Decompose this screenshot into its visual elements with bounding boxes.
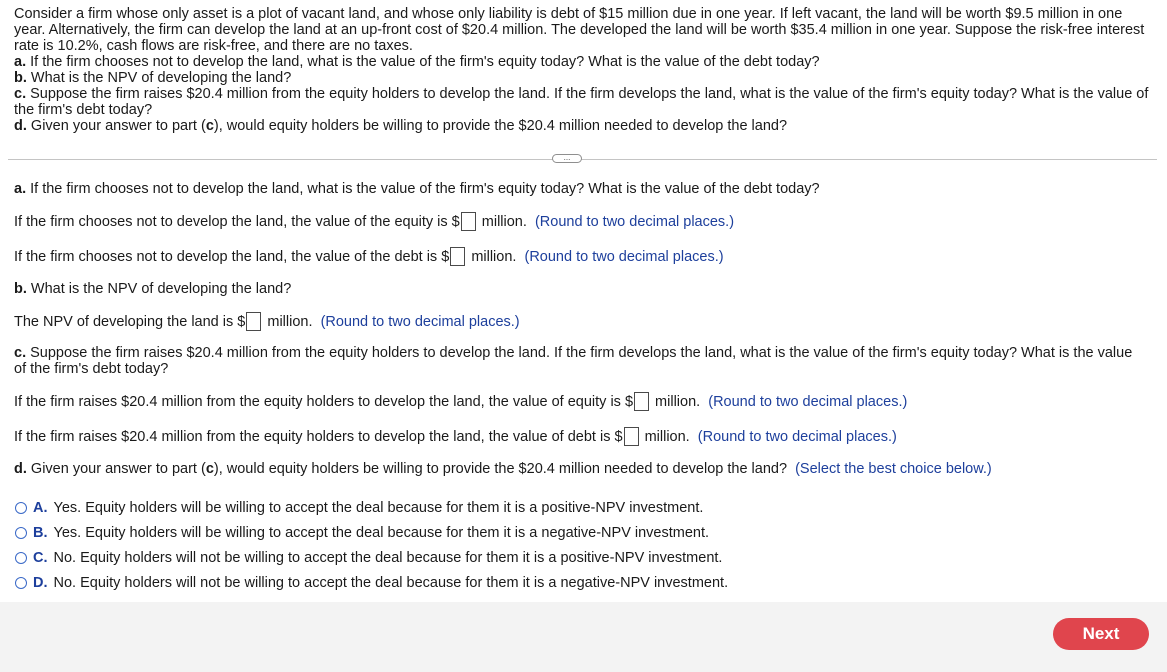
radio-button-icon[interactable] bbox=[15, 527, 27, 539]
part-a-heading: a. If the firm chooses not to develop the land, what is the value of the firm's equity today? What is the value of the debt today? bbox=[14, 181, 820, 197]
debt-value-input-c[interactable] bbox=[624, 427, 639, 446]
part-b-heading: b. What is the NPV of developing the land? bbox=[14, 281, 292, 297]
choice-b[interactable]: B. Yes. Equity holders will be willing to accept the deal because for them it is a negative-NPV investment. bbox=[15, 524, 709, 542]
question-prompt bbox=[14, 6, 1154, 134]
part-c-heading: c. Suppose the firm raises $20.4 million from the equity holders to develop the land. If the firm develops the land, what is the value of the firm's equity today? What is the value of the firm's debt today? bbox=[14, 345, 1133, 377]
equity-value-input-a[interactable] bbox=[461, 212, 476, 231]
prompt-part-d: d. Given your answer to part (c), would equity holders be willing to provide the $20.4 million needed to develop the land? bbox=[14, 118, 788, 134]
prompt-part-b: b. What is the NPV of developing the land? bbox=[14, 70, 292, 86]
prompt-part-c: c. Suppose the firm raises $20.4 million from the equity holders to develop the land. If the firm develops the land, what is the value of the firm's equity today? What is the value of the firm's debt today? bbox=[14, 86, 1149, 118]
part-b-npv-row: The NPV of developing the land is $ million. (Round to two decimal places.) bbox=[14, 314, 520, 330]
radio-button-icon[interactable] bbox=[15, 552, 27, 564]
prompt-intro: Consider a firm whose only asset is a plot of vacant land, and whose only liability is debt of $15 million due in one year. If left vacant, the land will be worth $9.5 million in one year. Alternatively, the firm can develop the land at an up-front cost of $20.4 million. The developed the land will be worth $35.4 million in one year. Suppose the risk-free interest rate is 10.2%, cash flows are risk-free, and there are no taxes. bbox=[14, 6, 1145, 54]
choice-c[interactable]: C. No. Equity holders will not be willing to accept the deal because for them it is a positive-NPV investment. bbox=[15, 549, 722, 567]
part-a-equity-row: If the firm chooses not to develop the land, the value of the equity is $ million. (Round to two decimal places.) bbox=[14, 214, 735, 230]
part-d-heading: d. Given your answer to part (c), would equity holders be willing to provide the $20.4 million needed to develop the land? (Select the best choice below.) bbox=[14, 461, 992, 477]
debt-value-input-a[interactable] bbox=[450, 247, 465, 266]
prompt-part-a: a. If the firm chooses not to develop the land, what is the value of the firm's equity today? What is the value of the debt today? bbox=[14, 54, 820, 70]
part-c-debt-row: If the firm raises $20.4 million from the equity holders to develop the land, the value of debt is $ million. (Round to two decimal places.) bbox=[14, 429, 897, 445]
radio-button-icon[interactable] bbox=[15, 502, 27, 514]
next-button[interactable]: Next bbox=[1053, 618, 1149, 650]
part-c-equity-row: If the firm raises $20.4 million from the equity holders to develop the land, the value of equity is $ million. (Round to two decimal places.) bbox=[14, 394, 908, 410]
npv-input-b[interactable] bbox=[246, 312, 261, 331]
section-divider bbox=[8, 159, 1157, 160]
part-a-debt-row: If the firm chooses not to develop the land, the value of the debt is $ million. (Round to two decimal places.) bbox=[14, 249, 724, 265]
radio-button-icon[interactable] bbox=[15, 577, 27, 589]
expand-question-button[interactable]: ... bbox=[552, 154, 582, 163]
equity-value-input-c[interactable] bbox=[634, 392, 649, 411]
footer-bar bbox=[0, 602, 1167, 672]
choice-d[interactable]: D. No. Equity holders will not be willing to accept the deal because for them it is a negative-NPV investment. bbox=[15, 574, 728, 592]
choice-a[interactable]: A. Yes. Equity holders will be willing to accept the deal because for them it is a positive-NPV investment. bbox=[15, 499, 703, 517]
